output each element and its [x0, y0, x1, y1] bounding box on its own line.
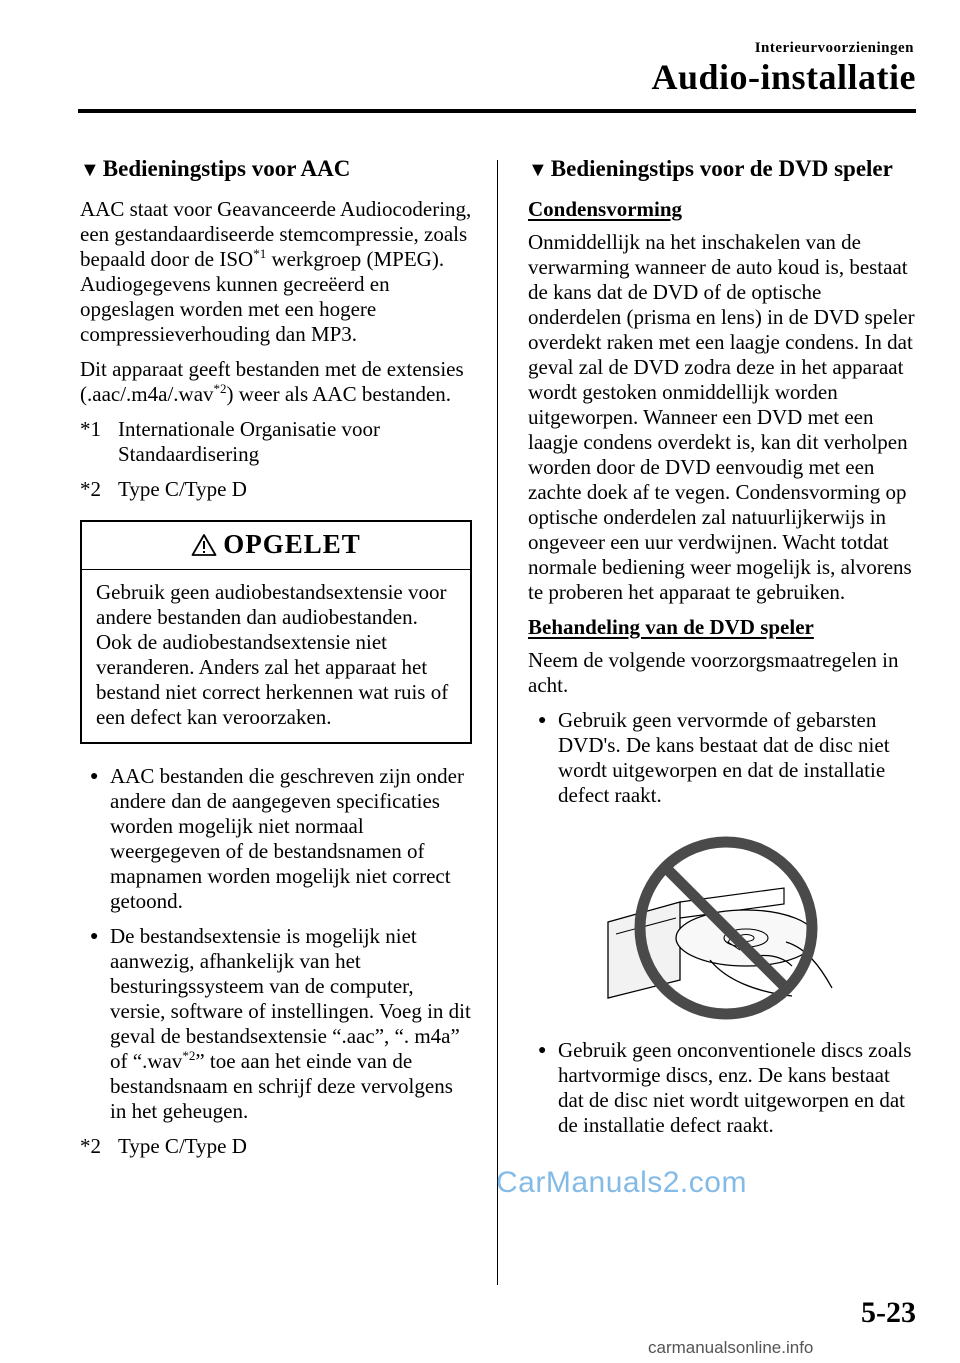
triangle-down-icon: ▼ — [528, 159, 548, 181]
aac-intro-paragraph — [80, 197, 472, 347]
footer-url: carmanualsonline.info — [648, 1338, 814, 1357]
list-item-text: Gebruik geen vervormde of gebarsten DVD's. De kans bestaat dat de disc niet wordt uitgeworpen en dat de installatie defect raakt. — [558, 708, 890, 807]
bullet-icon: ● — [90, 769, 99, 784]
column-divider — [497, 160, 498, 1285]
list-item — [80, 764, 472, 914]
aac-bullet-list — [80, 764, 472, 1124]
header-title: Audio-installatie — [651, 57, 916, 97]
caution-header — [82, 522, 470, 570]
footnote-ref: *2 — [182, 1048, 196, 1063]
aac-intro-text-cont: werkgroep (MPEG). Audiogegevens kunnen gecreëerd en opgeslagen worden met een hogere compressieverhouding dan MP3. — [80, 247, 445, 346]
condensation-paragraph: Onmiddellijk na het inschakelen van de verwarming wanneer de auto koud is, bestaat de kans dat de DVD of de optische onderdelen (prisma en lens) in de DVD speler overdekt raken met een laagje condens. In dat geval zal de DVD zodra deze in het apparaat wordt gestoken onmiddellijk worden uitgeworpen. Wanneer een DVD met een laagje condens overdekt is, kan dit verholpen worden door de DVD eenvoudig met een zachte doek af te vegen. Condensvorming op optische onderdelen zal natuurlijkerwijs in ongeveer een uur verdwijnen. Wacht totdat normale bediening weer mogelijk is, alvorens te proberen het apparaat te gebruiken. — [528, 230, 915, 604]
list-item-text: AAC bestanden die geschreven zijn onder andere dan de aangegeven specificaties worden mogelijk niet normaal weergegeven of de bestandsnamen of mapnamen worden mogelijk niet correct getoond. — [110, 764, 464, 913]
handling-subheading: Behandeling van de DVD speler — [528, 615, 814, 639]
watermark-logo: CarManuals2.com — [496, 1166, 747, 1199]
footnote-mark: *1 — [80, 417, 101, 441]
footnote-mark: *2 — [80, 1134, 101, 1158]
caution-box — [80, 520, 472, 744]
left-column — [80, 156, 472, 1169]
bullet-icon: ● — [538, 713, 547, 728]
handling-paragraph: Neem de volgende voorzorgsmaatregelen in acht. — [528, 648, 899, 697]
footnote-1 — [80, 417, 472, 467]
list-item — [528, 1038, 918, 1138]
footnote-text: Type C/Type D — [118, 477, 247, 501]
page-number: 5-23 — [861, 1296, 916, 1329]
footnote-mark: *2 — [80, 477, 101, 501]
footnote-2 — [80, 477, 472, 502]
header-category: Interieurvoorzieningen — [754, 40, 914, 56]
aac-extension-paragraph — [80, 357, 472, 407]
list-item-text: Gebruik geen onconventionele discs zoals hartvormige discs, enz. De kans bestaat dat de disc niet wordt uitgeworpen en dat de installatie defect raakt. — [558, 1038, 912, 1137]
list-item — [80, 924, 472, 1124]
aac-ext-text-cont: ) weer als AAC bestanden. — [226, 382, 452, 406]
footnote-text: Internationale Organisatie voor Standaardisering — [118, 417, 381, 466]
header-rule — [78, 109, 916, 113]
list-item-text: De bestandsextensie is mogelijk niet aanwezig, afhankelijk van het besturingssysteem van de computer, versie, software of instellingen. Voeg in dit geval de bestandsextensie “.aac”, “. m4a” of “.wav — [110, 924, 471, 1073]
no-cracked-disc-icon — [606, 830, 836, 1020]
triangle-down-icon: ▼ — [80, 159, 100, 181]
footnote-ref: *2 — [213, 381, 227, 396]
aac-intro-text: AAC staat voor Geavanceerde Audiocodering, een gestandaardiseerde stemcompressie, zoals bepaald door de ISO — [80, 197, 472, 271]
list-item-text-cont: ” toe aan het einde van de bestandsnaam en schrijf deze vervolgens in het geheugen. — [110, 1049, 453, 1123]
footnote-text: Type C/Type D — [118, 1134, 247, 1158]
dvd-bullet-list-1 — [528, 708, 918, 808]
bullet-icon: ● — [90, 929, 99, 944]
caution-text: Gebruik geen audiobestandsextensie voor andere bestanden dan audiobestanden. Ook de audiobestandsextensie niet veranderen. Anders zal het apparaat het bestand niet correct herkennen wat ruis of een defect kan veroorzaken. — [96, 580, 449, 729]
aac-ext-text: Dit apparaat geeft bestanden met de extensies (.aac/.m4a/.wav — [80, 357, 464, 406]
warning-triangle-icon — [191, 533, 217, 561]
footnote-3 — [80, 1134, 472, 1159]
caution-title: OPGELET — [223, 529, 361, 559]
condensation-subheading: Condensvorming — [528, 197, 683, 221]
dvd-section-heading — [528, 156, 918, 183]
aac-heading-text: Bedieningstips voor AAC — [102, 156, 351, 181]
footnote-ref: *1 — [253, 246, 267, 261]
dvd-heading-text: Bedieningstips voor de DVD speler — [550, 156, 893, 181]
list-item — [528, 708, 918, 808]
aac-section-heading — [80, 156, 472, 183]
right-column — [528, 156, 918, 1148]
bullet-icon: ● — [538, 1043, 547, 1058]
dvd-bullet-list-2 — [528, 1038, 918, 1138]
prohibited-disc-illustration — [606, 830, 836, 1020]
